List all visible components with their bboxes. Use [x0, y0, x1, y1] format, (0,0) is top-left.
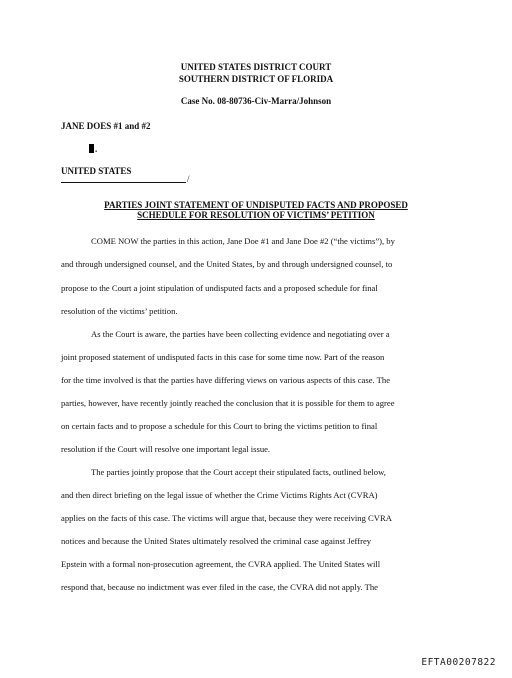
- body-line: Epstein with a formal non-prosecution agreement, the CVRA applied. The United States will: [61, 559, 381, 569]
- court-district: SOUTHERN DISTRICT OF FLORIDA: [178, 74, 334, 84]
- versus-mark: .: [95, 144, 98, 154]
- title-line-2: SCHEDULE FOR RESOLUTION OF VICTIMS’ PETITION: [137, 210, 375, 220]
- court-name: UNITED STATES DISTRICT COURT: [180, 62, 332, 72]
- body-line: respond that, because no indictment was ever filed in the case, the CVRA did not apply. The: [61, 582, 378, 592]
- body-line: As the Court is aware, the parties have been collecting evidence and negotiating over a: [91, 329, 390, 339]
- body-line: COME NOW the parties in this action, Jane Doe #1 and Jane Doe #2 (“the victims”), by: [91, 236, 395, 246]
- title-line-1: PARTIES JOINT STATEMENT OF UNDISPUTED FACTS AND PROPOSED: [104, 200, 408, 210]
- document-id-stamp: EFTA00207822: [421, 657, 496, 668]
- redaction-block: [89, 144, 94, 153]
- court-heading: [0, 61, 512, 85]
- body-line: resolution if the Court will resolve one important legal issue.: [61, 444, 271, 454]
- caption-rule: [61, 182, 186, 183]
- body-line: propose to the Court a joint stipulation of undisputed facts and a proposed schedule for final: [61, 283, 378, 293]
- body-line: resolution of the victims’ petition.: [61, 306, 178, 316]
- body-line: applies on the facts of this case. The victims will argue that, because they were receiving CVRA: [61, 513, 392, 523]
- plaintiffs-name: JANE DOES #1 and #2: [61, 121, 151, 131]
- defendant-name: UNITED STATES: [61, 166, 132, 176]
- case-number: Case No. 08-80736-Civ-Marra/Johnson: [180, 96, 332, 106]
- body-line: joint proposed statement of undisputed facts in this case for some time now. Part of the reason: [61, 352, 385, 362]
- body-line: and then direct briefing on the legal issue of whether the Crime Victims Rights Act (CVRA): [61, 490, 378, 500]
- body-line: The parties jointly propose that the Court accept their stipulated facts, outlined below,: [91, 467, 386, 477]
- body-line: parties, however, have recently jointly reached the conclusion that it is possible for them to agree: [61, 398, 395, 408]
- caption-slash: /: [187, 174, 190, 184]
- body-line: on certain facts and to propose a schedule for this Court to bring the victims petition to final: [61, 421, 378, 431]
- body-line: and through undersigned counsel, and the United States, by and through undersigned counsel, to: [61, 259, 393, 269]
- body-line: for the time involved is that the parties have differing views on various aspects of this case. The: [61, 375, 391, 385]
- document-title: [0, 200, 512, 220]
- body-line: notices and because the United States ultimately resolved the criminal case against Jeffrey: [61, 536, 372, 546]
